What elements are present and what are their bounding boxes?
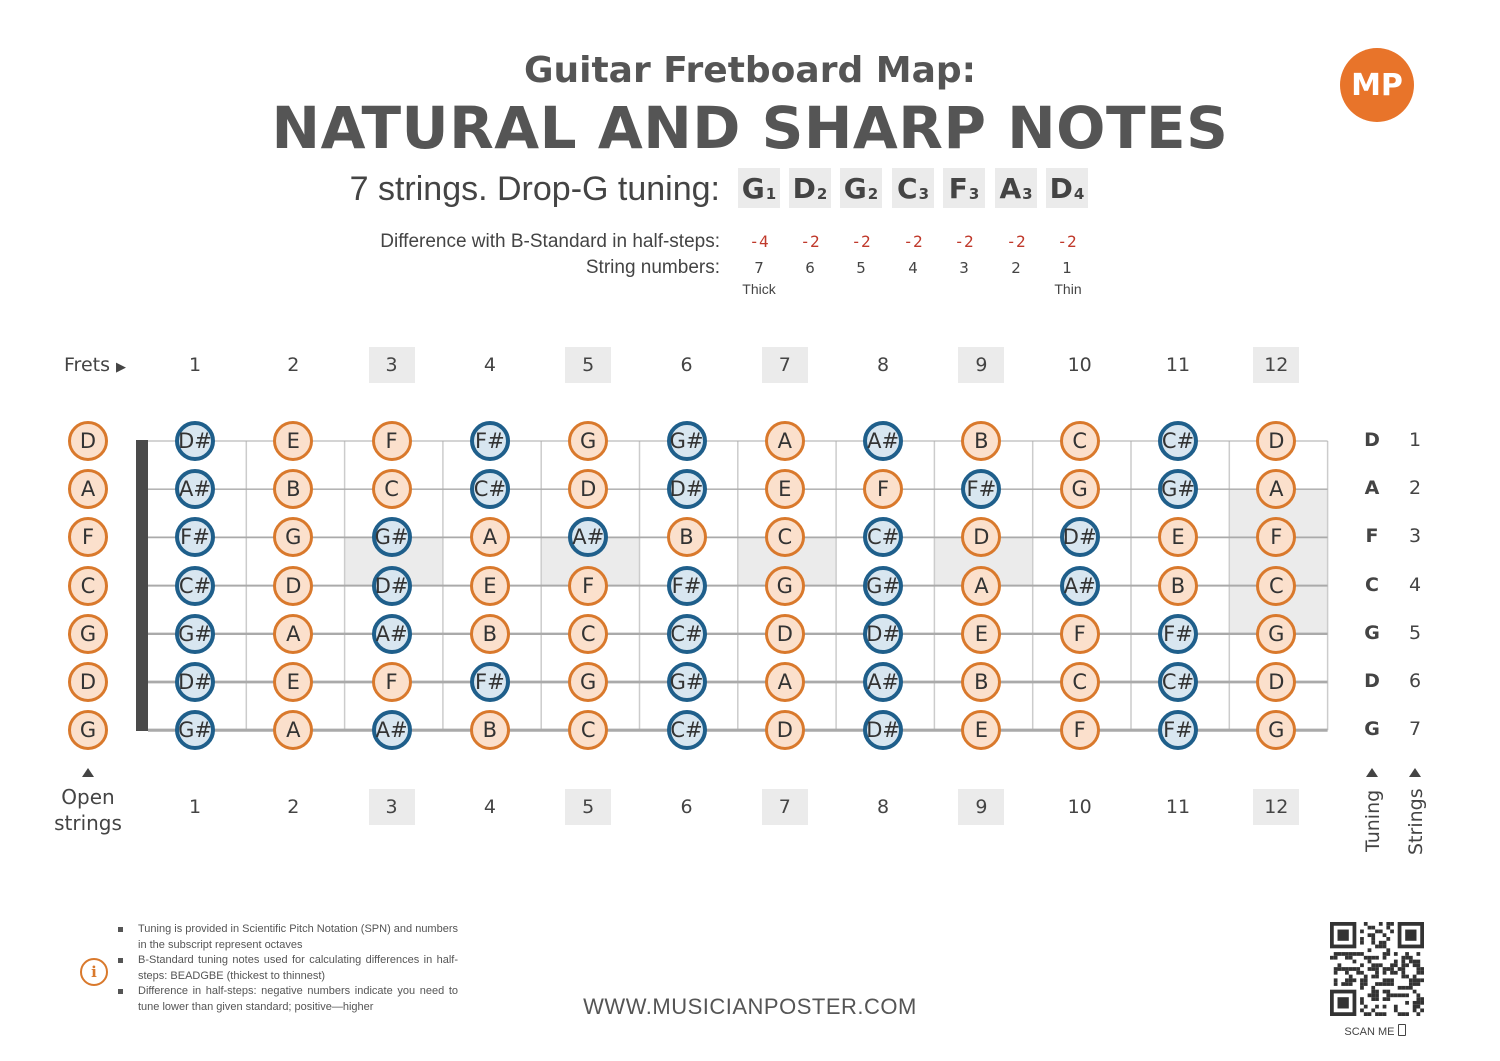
- fret-number: 2: [287, 796, 300, 818]
- fret-note[interactable]: F: [863, 469, 903, 509]
- diff-value: -2: [800, 232, 820, 251]
- fret-number: 3: [369, 789, 415, 825]
- qr-code-icon[interactable]: [1330, 922, 1424, 1016]
- fret-note[interactable]: B: [961, 421, 1001, 461]
- scan-me-label: SCAN ME: [1320, 1024, 1430, 1038]
- fret-note[interactable]: D#: [175, 662, 215, 702]
- right-tuning-note: G: [1364, 621, 1380, 644]
- fret-number: 2: [287, 354, 300, 376]
- fret-marker-shade: [1229, 489, 1327, 634]
- open-string-note[interactable]: F: [68, 517, 108, 557]
- diff-value: -2: [851, 232, 871, 251]
- fret-note[interactable]: B: [667, 517, 707, 557]
- fret-note[interactable]: E: [470, 566, 510, 606]
- right-tuning-note: D: [1364, 670, 1380, 692]
- website-link[interactable]: WWW.MUSICIANPOSTER.COM: [583, 994, 917, 1019]
- fret-note[interactable]: G: [1256, 614, 1296, 654]
- fret-number: 7: [762, 789, 808, 825]
- fret-note[interactable]: C: [765, 517, 805, 557]
- fret-note[interactable]: D: [765, 710, 805, 750]
- tuning-octave: 3: [968, 185, 980, 203]
- fret-note[interactable]: A: [765, 662, 805, 702]
- fret-note[interactable]: E: [961, 614, 1001, 654]
- fret-note[interactable]: A: [961, 566, 1001, 606]
- fret-note[interactable]: D#: [667, 469, 707, 509]
- tuning-note: G: [741, 171, 765, 205]
- fret-note[interactable]: A: [765, 421, 805, 461]
- fret-note[interactable]: F: [1060, 614, 1100, 654]
- diff-value: -4: [749, 232, 769, 251]
- fret-note[interactable]: A#: [863, 662, 903, 702]
- right-tuning-note: C: [1365, 573, 1379, 596]
- fret-note[interactable]: D: [961, 517, 1001, 557]
- fret-note[interactable]: F: [372, 421, 412, 461]
- right-string-number: 4: [1408, 573, 1422, 596]
- fret-note[interactable]: D#: [863, 710, 903, 750]
- fret-number: 6: [680, 796, 693, 818]
- phone-icon: [1398, 1024, 1406, 1036]
- fret-note[interactable]: D: [1256, 662, 1296, 702]
- string-numbers-label: String numbers:: [585, 257, 720, 278]
- fret-note[interactable]: A: [273, 614, 313, 654]
- fret-note[interactable]: G#: [175, 614, 215, 654]
- info-icon: i: [80, 958, 108, 986]
- fret-number: 6: [680, 354, 693, 376]
- fret-note[interactable]: D#: [372, 566, 412, 606]
- fret-note[interactable]: F#: [470, 421, 510, 461]
- right-string-number: 6: [1408, 670, 1422, 692]
- right-string-number: 5: [1408, 621, 1422, 644]
- fret-note[interactable]: A: [273, 710, 313, 750]
- fret-note[interactable]: C: [372, 469, 412, 509]
- fret-note[interactable]: F: [568, 566, 608, 606]
- fret-note[interactable]: A#: [372, 710, 412, 750]
- right-string-number: 2: [1408, 477, 1422, 500]
- fret-note[interactable]: F#: [470, 662, 510, 702]
- fret-number: 11: [1165, 796, 1191, 818]
- string-number: 5: [856, 259, 866, 277]
- thin-label: Thin: [1054, 281, 1082, 297]
- fret-number: 9: [958, 789, 1004, 825]
- fret-note[interactable]: C#: [175, 566, 215, 606]
- fret-note[interactable]: G: [1060, 469, 1100, 509]
- fret-note[interactable]: D: [568, 469, 608, 509]
- fret-note[interactable]: C: [568, 614, 608, 654]
- tuning-octave: 4: [1073, 185, 1085, 203]
- diff-value: -2: [1006, 232, 1026, 251]
- fret-note[interactable]: G: [1256, 710, 1296, 750]
- triangle-up-icon: [1409, 768, 1421, 777]
- fret-note[interactable]: G#: [667, 662, 707, 702]
- fret-note[interactable]: C#: [667, 614, 707, 654]
- fret-note[interactable]: G#: [667, 421, 707, 461]
- fret-note[interactable]: C#: [470, 469, 510, 509]
- fret-note[interactable]: G#: [863, 566, 903, 606]
- fret-note[interactable]: F: [1060, 710, 1100, 750]
- tuning-note: D: [1049, 171, 1073, 205]
- fret-note[interactable]: F#: [1158, 710, 1198, 750]
- fret-number: 1: [188, 354, 202, 376]
- open-strings-label: Open strings: [54, 785, 122, 835]
- string-number: 6: [805, 259, 815, 277]
- fret-note[interactable]: F#: [961, 469, 1001, 509]
- open-string-note[interactable]: A: [68, 469, 108, 509]
- fret-note[interactable]: C#: [1158, 662, 1198, 702]
- fret-number: 12: [1253, 347, 1299, 383]
- fret-note[interactable]: A#: [1060, 566, 1100, 606]
- fret-note[interactable]: C: [1060, 421, 1100, 461]
- string-number: 7: [754, 259, 764, 277]
- fret-note[interactable]: G: [568, 421, 608, 461]
- fret-number: 3: [369, 347, 415, 383]
- title-line-1: Guitar Fretboard Map:: [523, 50, 977, 91]
- fret-note[interactable]: A#: [175, 469, 215, 509]
- tuning-octave: 2: [816, 185, 828, 203]
- fret-note[interactable]: G#: [175, 710, 215, 750]
- fret-number: 5: [565, 789, 611, 825]
- fret-note[interactable]: E: [273, 421, 313, 461]
- footnotes: [118, 922, 458, 1015]
- fret-note[interactable]: D: [273, 566, 313, 606]
- frets-label: Frets ▶: [64, 354, 127, 376]
- fret-note[interactable]: B: [470, 614, 510, 654]
- tuning-label: 7 strings. Drop-G tuning:: [349, 170, 720, 208]
- tuning-note: F: [948, 171, 968, 205]
- right-tuning-note: D: [1364, 429, 1380, 451]
- open-string-note[interactable]: D: [68, 662, 108, 702]
- right-string-number: 7: [1408, 718, 1422, 741]
- fret-note[interactable]: D: [1256, 421, 1296, 461]
- diff-value: -2: [1057, 232, 1077, 251]
- fret-note[interactable]: G: [568, 662, 608, 702]
- string-number: 3: [959, 259, 969, 277]
- tuning-octave: 3: [918, 185, 929, 203]
- tuning-vertical-label: Tuning: [1362, 789, 1384, 852]
- string-number: 1: [1062, 259, 1072, 277]
- fret-note[interactable]: G#: [1158, 469, 1198, 509]
- fret-note[interactable]: E: [961, 710, 1001, 750]
- fret-number: 10: [1067, 354, 1092, 376]
- right-tuning-note: F: [1365, 525, 1379, 548]
- triangle-up-icon: [1366, 768, 1378, 777]
- open-string-note[interactable]: C: [68, 566, 108, 606]
- fret-note[interactable]: B: [273, 469, 313, 509]
- strings-vertical-label: Strings: [1405, 788, 1427, 855]
- fret-note[interactable]: C: [1060, 662, 1100, 702]
- diff-label: Difference with B-Standard in half-steps:: [380, 231, 720, 252]
- fret-note[interactable]: A#: [863, 421, 903, 461]
- open-string-note[interactable]: D: [68, 421, 108, 461]
- footnote: Tuning is provided in Scientific Pitch Notation (SPN) and numbers in the subscript represent octaves: [118, 922, 458, 953]
- fret-note[interactable]: C#: [863, 517, 903, 557]
- fret-number: 9: [958, 347, 1004, 383]
- fret-note[interactable]: B: [961, 662, 1001, 702]
- title-line-2: NATURAL AND SHARP NOTES: [271, 94, 1229, 162]
- diff-value: -2: [954, 232, 974, 251]
- fret-number: 4: [483, 796, 496, 818]
- fret-note[interactable]: D#: [175, 421, 215, 461]
- fret-note[interactable]: C#: [1158, 421, 1198, 461]
- fret-number: 8: [877, 796, 890, 818]
- open-string-note[interactable]: G: [68, 614, 108, 654]
- tuning-octave: 1: [765, 185, 777, 203]
- tuning-note: A: [999, 171, 1022, 205]
- fret-note[interactable]: F#: [175, 517, 215, 557]
- tuning-octave: 3: [1022, 185, 1033, 203]
- fret-note[interactable]: D: [765, 614, 805, 654]
- footnote: Difference in half-steps: negative numbers indicate you need to tune lower than given standard; positive—higher: [118, 984, 458, 1015]
- fret-note[interactable]: A#: [372, 614, 412, 654]
- fret-number: 7: [762, 347, 808, 383]
- fret-number: 4: [483, 354, 496, 376]
- fret-note[interactable]: A#: [568, 517, 608, 557]
- fret-note[interactable]: A: [1256, 469, 1296, 509]
- fret-note[interactable]: D#: [1060, 517, 1100, 557]
- string-number: 4: [908, 259, 918, 277]
- fret-note[interactable]: E: [765, 469, 805, 509]
- arrow-right-icon: ▶: [116, 360, 127, 375]
- fret-note[interactable]: B: [1158, 566, 1198, 606]
- fret-note[interactable]: F: [1256, 517, 1296, 557]
- musicianposter-logo: MP: [1340, 48, 1414, 122]
- fret-note[interactable]: C: [1256, 566, 1296, 606]
- tuning-note: C: [897, 171, 918, 205]
- fret-note[interactable]: E: [1158, 517, 1198, 557]
- right-tuning-note: G: [1364, 718, 1380, 741]
- tuning-note: G: [843, 171, 867, 205]
- triangle-up-icon: [82, 768, 94, 777]
- right-string-number: 3: [1408, 525, 1422, 548]
- fret-note[interactable]: G#: [372, 517, 412, 557]
- fret-note[interactable]: C#: [667, 710, 707, 750]
- fret-note[interactable]: C: [568, 710, 608, 750]
- fret-note[interactable]: A: [470, 517, 510, 557]
- fret-note[interactable]: G: [273, 517, 313, 557]
- diff-value: -2: [903, 232, 923, 251]
- fret-number: 1: [188, 796, 202, 818]
- fret-number: 11: [1165, 354, 1191, 376]
- fret-number: 5: [565, 347, 611, 383]
- fret-note[interactable]: G: [765, 566, 805, 606]
- fret-note[interactable]: F: [372, 662, 412, 702]
- tuning-note: D: [792, 171, 816, 205]
- tuning-octave: 2: [867, 185, 879, 203]
- fret-note[interactable]: F#: [1158, 614, 1198, 654]
- fret-number: 12: [1253, 789, 1299, 825]
- nut: [136, 440, 148, 731]
- open-string-note[interactable]: G: [68, 710, 108, 750]
- fret-note[interactable]: D#: [863, 614, 903, 654]
- fret-note[interactable]: F#: [667, 566, 707, 606]
- string-number: 2: [1011, 259, 1021, 277]
- fret-number: 8: [877, 354, 890, 376]
- right-tuning-note: A: [1364, 477, 1380, 500]
- footnote: B-Standard tuning notes used for calculating differences in half-steps: BEADGBE (thickest to thinnest): [118, 953, 458, 984]
- fret-note[interactable]: E: [273, 662, 313, 702]
- fret-number: 10: [1067, 796, 1092, 818]
- right-string-number: 1: [1408, 429, 1422, 451]
- fret-note[interactable]: B: [470, 710, 510, 750]
- thick-label: Thick: [742, 281, 776, 297]
